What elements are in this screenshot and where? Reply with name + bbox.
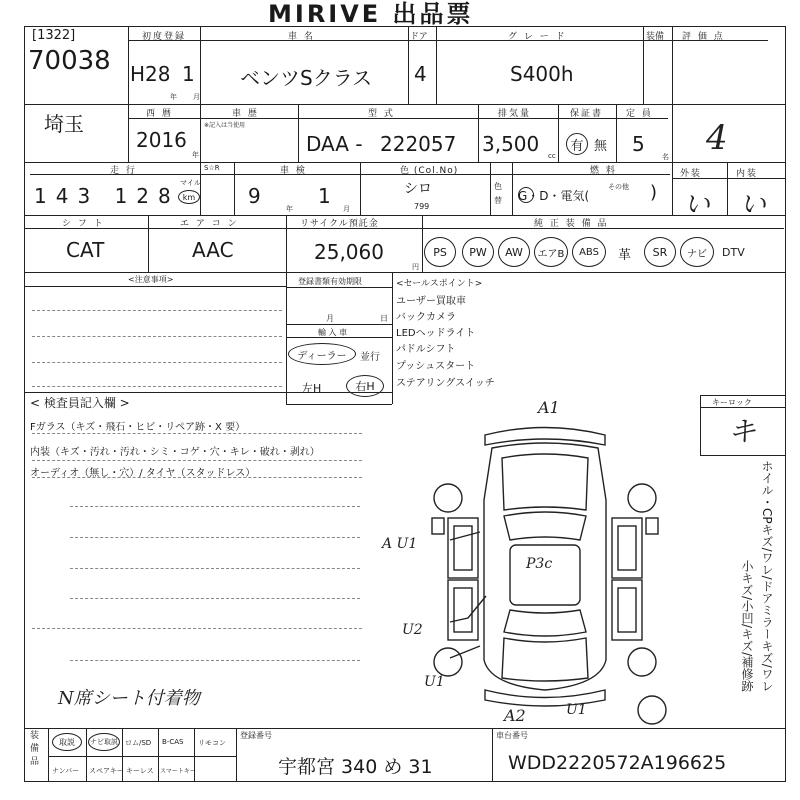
damage-mark: A U1 [382, 536, 418, 552]
exterior-label: 外装 [680, 169, 703, 179]
mileage-digit: 8 [158, 184, 180, 208]
interior-label: 内装 [736, 169, 759, 179]
legend-vertical: ホイル・CPキズ/ワレ/ドアミラーキズ/ワレ [760, 460, 774, 692]
mileage-digits [34, 184, 180, 208]
model-year-label: 西 暦 [146, 109, 173, 119]
mile-label: マイル [180, 179, 201, 187]
recycle-unit: 円 [412, 263, 419, 271]
model-value: 222057 [380, 132, 457, 156]
location: 埼玉 [44, 112, 84, 136]
fuel-options: G・D・電気( [518, 189, 590, 203]
warranty-no: 無 [594, 139, 608, 154]
lot-code: [1322] [32, 28, 76, 43]
sales-point-item: バックカメラ [396, 312, 456, 323]
sales-point-item: パドルシフト [396, 344, 456, 355]
bottom-item: スペアキー [89, 767, 124, 775]
first-reg-year-unit: 年 [170, 93, 177, 101]
shaken-month-unit: 月 [343, 205, 350, 213]
mileage-label: 走 行 [110, 166, 137, 176]
first-reg-month-unit: 月 [193, 93, 200, 101]
shaken-label: 車 検 [280, 166, 307, 176]
shaken-year: 9 [248, 184, 261, 208]
recycle-label: リサイクル預託金 [300, 219, 379, 229]
score-value: 4 [706, 118, 728, 158]
fuel-close: ) [650, 182, 658, 203]
chassis-no: WDD2220572A196625 [508, 752, 727, 774]
name-label: 車 名 [288, 32, 315, 42]
inspector-label: < 検査員記入欄 > [30, 396, 130, 410]
bottom-item-navi-manual: ナビ取説 [88, 733, 120, 751]
first-reg-month: 1 [182, 62, 195, 86]
doors-label: ドア [410, 32, 428, 42]
mileage-digit: 4 [55, 184, 78, 208]
mileage-digit: 1 [34, 184, 56, 208]
mileage-digit: 1 [114, 184, 137, 208]
warranty-label: 保証書 [570, 109, 604, 119]
left-hand-label: 左H [302, 382, 322, 395]
option-airbag: エアB [534, 237, 568, 267]
mileage-digit: 2 [136, 184, 159, 208]
chassis-note: ※記入は当使用 [204, 122, 246, 129]
bottom-item: リモコン [198, 739, 226, 747]
inspector-line: Fガラス（キズ・飛石・ヒビ・リペア跡・X 要） [30, 422, 246, 433]
fuel-other-label: その他 [608, 183, 629, 191]
bottom-item: スマートキー [160, 768, 196, 775]
doors-value: 4 [414, 62, 427, 86]
damage-mark: A2 [504, 706, 526, 725]
option-dtv: DTV [722, 246, 745, 259]
right-hand-circle: 右H [346, 375, 384, 397]
grade-value: S400h [510, 62, 574, 86]
chassis-label: 車 歴 [232, 109, 259, 119]
bottom-item: B-CAS [162, 738, 184, 746]
reg-docs-month: 月 [326, 314, 334, 323]
bottom-side-label: 装 備 品 [30, 731, 40, 767]
handwritten-note: N席シート付着物 [58, 688, 200, 709]
displacement-label: 排気量 [498, 109, 532, 119]
chassis-no-label: 車台番号 [496, 731, 528, 740]
model-year: 2016 [136, 128, 187, 152]
shift-value: CAT [66, 238, 105, 262]
km-circle: km [178, 190, 200, 204]
displacement-value: 3,500 [482, 132, 540, 156]
key-lock-value: キ [728, 415, 757, 448]
reg-no-label: 登録番号 [240, 731, 272, 740]
sales-points-label: <セールスポイント> [396, 279, 483, 289]
color-side-label: 色 替 [494, 182, 502, 205]
bottom-item: ナンバー [52, 767, 80, 775]
notes-label: <注意事項> [128, 275, 174, 284]
parallel-label: 並行 [360, 352, 380, 363]
inspector-line: 内装（キズ・汚れ・汚れ・シミ・コゲ・穴・キレ・破れ・剥れ） [30, 447, 320, 458]
key-lock-label: キーロック [712, 398, 752, 407]
fuel-label: 燃 料 [590, 166, 617, 176]
legend-small: 小キズ/小凹/キズ/補修跡 [740, 560, 754, 693]
color-value: シロ [404, 181, 432, 197]
reg-docs-label: 登録書類有効期限 [298, 277, 362, 286]
aircon-value: AAC [192, 238, 234, 262]
car-name: ベンツSクラス [240, 66, 373, 90]
option-aw: AW [498, 237, 530, 267]
option-ps: PS [424, 237, 456, 267]
shaken-month: 1 [318, 184, 331, 208]
interior-score: い [740, 190, 767, 220]
shift-label: シ フ ト [62, 219, 105, 229]
sales-point-item: ステアリングスイッチ [396, 378, 495, 389]
bottom-item: ロム/SD [125, 739, 152, 747]
aircon-label: エ ア コ ン [180, 219, 239, 229]
capacity-unit: 名 [662, 153, 669, 161]
model-label: 型 式 [368, 109, 395, 119]
sales-point-item: ユーザー買取車 [396, 296, 466, 307]
lot-number: 70038 [28, 46, 111, 76]
sales-point-item: LEDヘッドライト [396, 328, 476, 339]
color-label: 色 (Col.No) [400, 166, 459, 176]
first-reg-era: H28 [130, 62, 171, 86]
dealer-circle: ディーラー [288, 343, 356, 365]
page-title: MIRIVE 出品票 [268, 0, 474, 28]
mileage-digit: 3 [77, 184, 100, 208]
option-sr: SR [644, 237, 676, 267]
bottom-item: キーレス [126, 767, 154, 775]
first-reg-label: 初度登録 [142, 32, 187, 42]
reg-no: 宇都宮 340 め 31 [278, 756, 433, 778]
color-code: 799 [414, 202, 430, 211]
damage-mark: U2 [402, 622, 423, 638]
inspector-line: オーディオ（無し・穴）/ タイヤ（スタッドレス） [30, 468, 256, 479]
import-label: 輸 入 車 [318, 328, 348, 337]
displacement-unit: cc [548, 152, 556, 160]
option-pw: PW [462, 237, 494, 267]
exterior-score: い [684, 190, 711, 220]
damage-mark: U1 [424, 674, 445, 690]
reg-docs-day: 日 [380, 314, 388, 323]
model-year-unit: 年 [192, 151, 199, 159]
damage-mark: P3c [526, 556, 553, 572]
damage-mark: A1 [538, 398, 560, 417]
option-leather: 革 [618, 248, 632, 263]
option-abs: ABS [572, 237, 606, 267]
options-label: 純 正 装 備 品 [534, 219, 609, 229]
bottom-item-manual: 取説 [52, 733, 82, 751]
equip-label: 装備 [646, 32, 665, 42]
shaken-year-unit: 年 [286, 205, 293, 213]
grade-label: グ レ ー ド [508, 32, 567, 42]
recycle-value: 25,060 [314, 240, 384, 264]
fuel-selected-circle [518, 187, 534, 203]
warranty-yes: 有 [566, 133, 588, 155]
option-navi: ナビ [680, 237, 714, 267]
capacity-value: 5 [632, 132, 645, 156]
score-label: 評 価 点 [682, 32, 725, 42]
capacity-label: 定 員 [626, 109, 653, 119]
sales-point-item: プッシュスタート [396, 361, 476, 372]
model-prefix: DAA - [306, 132, 363, 156]
shaken-prefix: S☆R [204, 164, 220, 172]
damage-mark: U1 [566, 702, 587, 718]
